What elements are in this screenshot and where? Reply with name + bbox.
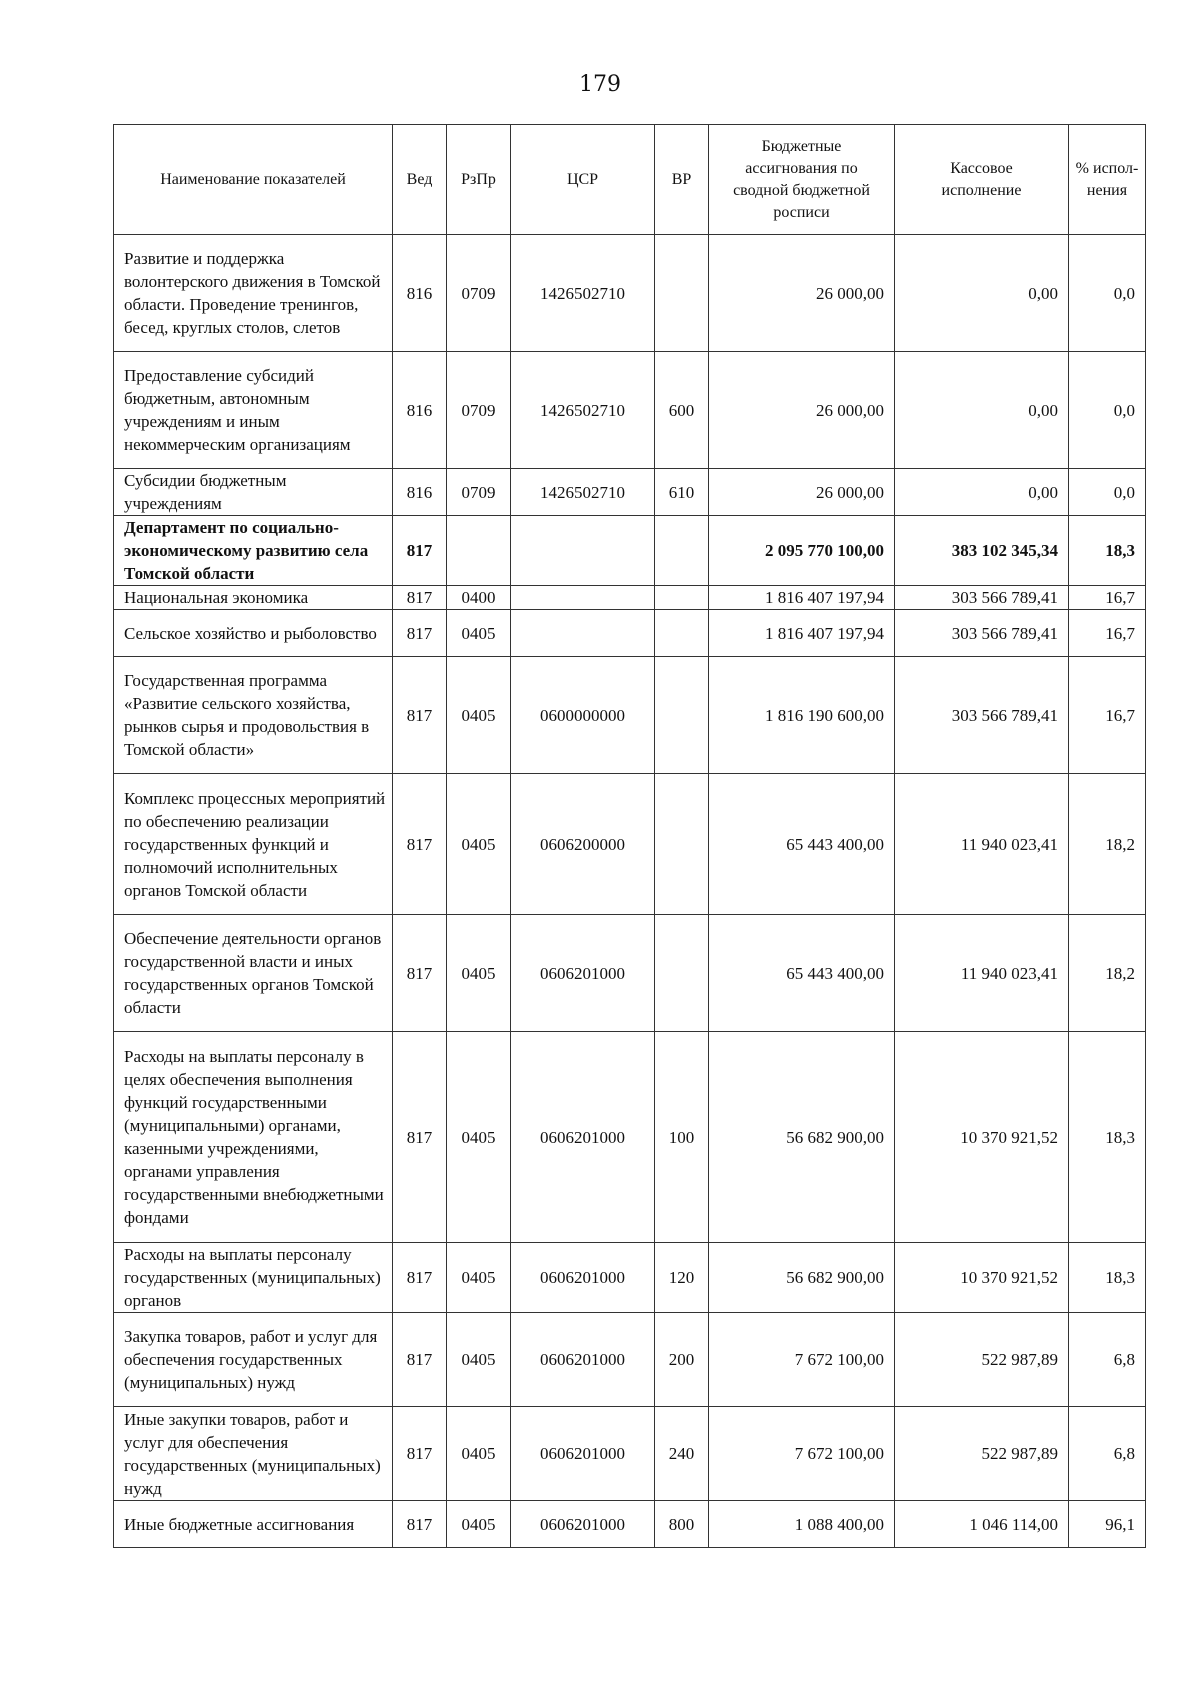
table-row [114,610,1146,657]
page-number: 179 [579,72,621,97]
row-csr: 0600000000 [511,657,655,774]
row-vr [655,610,709,657]
row-budget: 1 088 400,00 [709,1501,895,1548]
row-name: Развитие и поддержка волонтерского движения в Томской области. Проведение тренингов, бесед, круглых столов, слетов [114,235,393,352]
row-ved: 817 [393,586,447,610]
row-csr [511,516,655,586]
header-budget: Бюджетные ассигнования по сводной бюджетной росписи [709,125,895,235]
row-vr [655,586,709,610]
row-rzpr: 0405 [447,657,511,774]
row-ved: 817 [393,657,447,774]
row-vr: 120 [655,1243,709,1313]
row-name: Департамент по социально-экономическому развитию села Томской области [114,516,393,586]
row-vr [655,774,709,915]
row-percent: 18,2 [1069,774,1146,915]
row-ved: 817 [393,915,447,1032]
table-row [114,352,1146,469]
row-rzpr: 0709 [447,235,511,352]
row-rzpr [447,516,511,586]
row-budget: 26 000,00 [709,352,895,469]
row-rzpr: 0709 [447,352,511,469]
row-csr: 0606201000 [511,915,655,1032]
row-csr: 0606201000 [511,1407,655,1501]
row-percent: 0,0 [1069,469,1146,516]
row-vr: 800 [655,1501,709,1548]
row-name: Иные закупки товаров, работ и услуг для обеспечения государственных (муниципальных) нужд [114,1407,393,1501]
table-row [114,657,1146,774]
table-row [114,1032,1146,1243]
row-name: Субсидии бюджетным учреждениям [114,469,393,516]
row-percent: 0,0 [1069,235,1146,352]
row-vr: 610 [655,469,709,516]
table-row [114,516,1146,586]
table-row [114,774,1146,915]
table-row [114,915,1146,1032]
row-vr: 240 [655,1407,709,1501]
table-row [114,1243,1146,1313]
row-rzpr: 0405 [447,610,511,657]
row-vr: 600 [655,352,709,469]
row-csr: 0606200000 [511,774,655,915]
row-cash: 1 046 114,00 [895,1501,1069,1548]
row-ved: 817 [393,1407,447,1501]
budget-table [113,124,1146,1548]
header-percent: % испол-нения [1069,125,1146,235]
row-csr: 1426502710 [511,235,655,352]
row-name: Комплекс процессных мероприятий по обеспечению реализации государственных функций и полномочий исполнительных органов Томской области [114,774,393,915]
row-ved: 816 [393,469,447,516]
row-cash: 0,00 [895,469,1069,516]
row-cash: 522 987,89 [895,1407,1069,1501]
row-budget: 2 095 770 100,00 [709,516,895,586]
row-ved: 817 [393,1243,447,1313]
row-cash: 11 940 023,41 [895,915,1069,1032]
row-csr [511,586,655,610]
row-vr [655,235,709,352]
row-cash: 10 370 921,52 [895,1032,1069,1243]
row-ved: 817 [393,516,447,586]
header-csr: ЦСР [511,125,655,235]
row-percent: 16,7 [1069,657,1146,774]
header-rzpr: РзПр [447,125,511,235]
row-ved: 816 [393,352,447,469]
row-rzpr: 0405 [447,1032,511,1243]
row-budget: 65 443 400,00 [709,915,895,1032]
row-ved: 817 [393,1032,447,1243]
row-rzpr: 0405 [447,1407,511,1501]
row-budget: 1 816 407 197,94 [709,610,895,657]
row-percent: 16,7 [1069,610,1146,657]
row-rzpr: 0400 [447,586,511,610]
row-budget: 26 000,00 [709,235,895,352]
row-ved: 817 [393,1501,447,1548]
row-budget: 1 816 190 600,00 [709,657,895,774]
row-ved: 816 [393,235,447,352]
row-budget: 65 443 400,00 [709,774,895,915]
table-row [114,469,1146,516]
row-cash: 522 987,89 [895,1313,1069,1407]
row-cash: 11 940 023,41 [895,774,1069,915]
row-percent: 6,8 [1069,1313,1146,1407]
row-budget: 1 816 407 197,94 [709,586,895,610]
row-csr: 1426502710 [511,469,655,516]
row-rzpr: 0405 [447,1501,511,1548]
row-rzpr: 0405 [447,915,511,1032]
row-budget: 56 682 900,00 [709,1032,895,1243]
table-row [114,1501,1146,1548]
row-ved: 817 [393,1313,447,1407]
row-name: Государственная программа «Развитие сельского хозяйства, рынков сырья и продовольствия в Томской области» [114,657,393,774]
row-vr: 100 [655,1032,709,1243]
row-percent: 18,3 [1069,1243,1146,1313]
row-vr: 200 [655,1313,709,1407]
row-cash: 0,00 [895,352,1069,469]
row-rzpr: 0405 [447,1243,511,1313]
row-csr: 0606201000 [511,1501,655,1548]
table-row [114,1313,1146,1407]
row-ved: 817 [393,610,447,657]
row-name: Обеспечение деятельности органов государственной власти и иных государственных органов Томской области [114,915,393,1032]
row-name: Расходы на выплаты персоналу государственных (муниципальных) органов [114,1243,393,1313]
row-vr [655,657,709,774]
row-name: Расходы на выплаты персоналу в целях обеспечения выполнения функций государственными (муниципальными) органами, казенными учреждениями, органами управления государственными внебюджетными фондами [114,1032,393,1243]
table-row [114,1407,1146,1501]
row-budget: 7 672 100,00 [709,1407,895,1501]
table-row [114,235,1146,352]
row-rzpr: 0709 [447,469,511,516]
row-rzpr: 0405 [447,774,511,915]
row-name: Закупка товаров, работ и услуг для обеспечения государственных (муниципальных) нужд [114,1313,393,1407]
row-vr [655,516,709,586]
row-percent: 96,1 [1069,1501,1146,1548]
row-percent: 0,0 [1069,352,1146,469]
row-name: Национальная экономика [114,586,393,610]
row-csr: 0606201000 [511,1243,655,1313]
row-budget: 56 682 900,00 [709,1243,895,1313]
row-cash: 303 566 789,41 [895,586,1069,610]
row-budget: 26 000,00 [709,469,895,516]
row-percent: 18,3 [1069,516,1146,586]
row-percent: 18,2 [1069,915,1146,1032]
row-name: Сельское хозяйство и рыболовство [114,610,393,657]
header-vr: ВР [655,125,709,235]
row-name: Предоставление субсидий бюджетным, автономным учреждениям и иным некоммерческим организациям [114,352,393,469]
row-percent: 18,3 [1069,1032,1146,1243]
header-ved: Вед [393,125,447,235]
row-budget: 7 672 100,00 [709,1313,895,1407]
row-rzpr: 0405 [447,1313,511,1407]
row-vr [655,915,709,1032]
row-percent: 16,7 [1069,586,1146,610]
row-csr: 0606201000 [511,1313,655,1407]
row-percent: 6,8 [1069,1407,1146,1501]
header-name: Наименование показателей [114,125,393,235]
row-ved: 817 [393,774,447,915]
row-csr: 0606201000 [511,1032,655,1243]
row-name: Иные бюджетные ассигнования [114,1501,393,1548]
row-cash: 383 102 345,34 [895,516,1069,586]
table-row [114,586,1146,610]
row-cash: 303 566 789,41 [895,657,1069,774]
row-cash: 10 370 921,52 [895,1243,1069,1313]
row-csr [511,610,655,657]
row-csr: 1426502710 [511,352,655,469]
row-cash: 0,00 [895,235,1069,352]
header-cash: Кассовое исполнение [895,125,1069,235]
row-cash: 303 566 789,41 [895,610,1069,657]
